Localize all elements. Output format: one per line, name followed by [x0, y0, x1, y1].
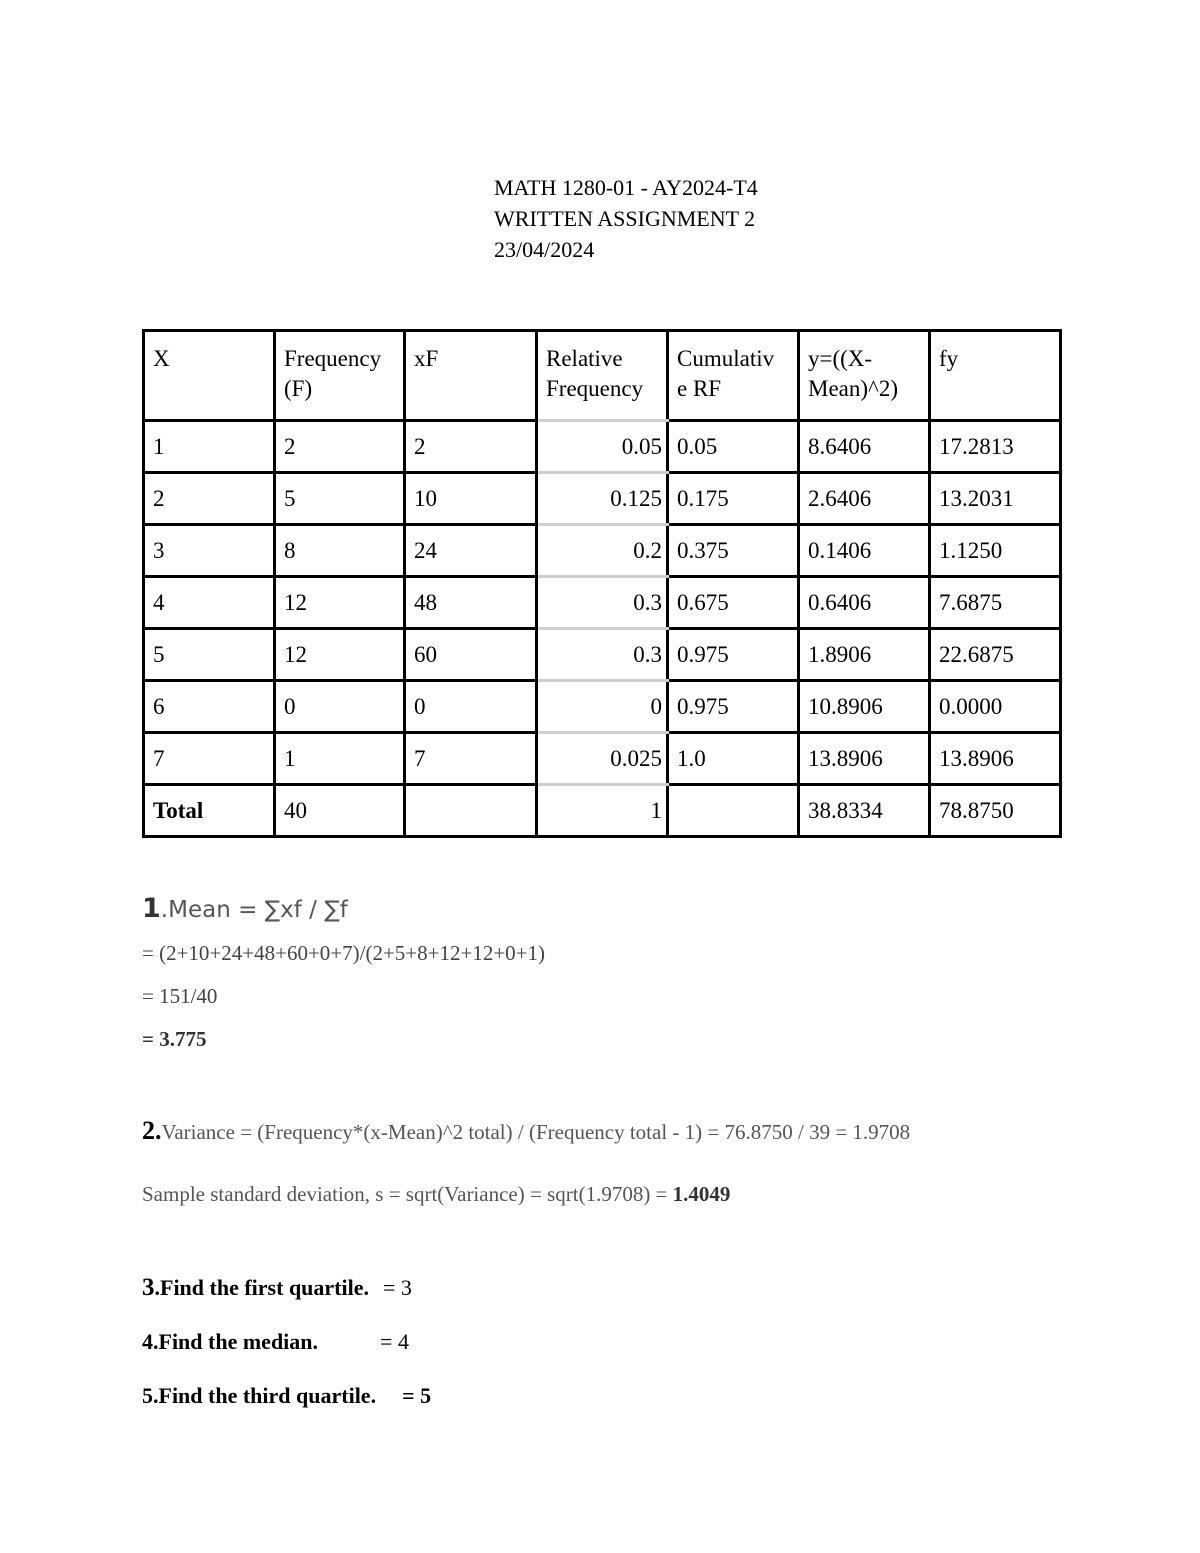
column-header: X	[144, 331, 275, 421]
question-number: 1	[142, 893, 161, 924]
table-cell: 0.2	[537, 525, 668, 577]
table-cell: 38.8334	[799, 785, 930, 837]
table-cell: 0.1406	[799, 525, 930, 577]
course-title: MATH 1280-01 - AY2024-T4	[494, 175, 758, 200]
sd-value: 1.4049	[672, 1182, 731, 1206]
question-2-variance	[142, 1116, 910, 1146]
mean-step-2: = 151/40	[142, 984, 218, 1008]
column-header: fy	[930, 331, 1061, 421]
table-cell: 8	[275, 525, 405, 577]
table-cell: 0.675	[668, 577, 799, 629]
mean-step-1: = (2+10+24+48+60+0+7)/(2+5+8+12+12+0+1)	[142, 941, 546, 965]
table-cell: 8.6406	[799, 421, 930, 473]
question-4	[142, 1329, 409, 1355]
table-cell: 0.125	[537, 473, 668, 525]
variance-text: Variance = (Frequency*(x-Mean)^2 total) / (Frequency total - 1) = 76.8750 / 39 = 1.9708	[161, 1120, 911, 1144]
table-row	[144, 525, 1061, 577]
table-cell: 0	[275, 681, 405, 733]
table-cell: 1.1250	[930, 525, 1061, 577]
table-cell: 0.175	[668, 473, 799, 525]
table-cell: 2	[144, 473, 275, 525]
assignment-date: 23/04/2024	[494, 237, 595, 262]
table-cell: 13.2031	[930, 473, 1061, 525]
table-cell: 10	[405, 473, 537, 525]
table-cell: 5	[275, 473, 405, 525]
table-cell: 78.8750	[930, 785, 1061, 837]
table-cell: 12	[275, 629, 405, 681]
table-cell: 1	[144, 421, 275, 473]
table-cell: 22.6875	[930, 629, 1061, 681]
table-row	[144, 421, 1061, 473]
column-header: Relative Frequency	[537, 331, 668, 421]
question-number: 5	[142, 1383, 153, 1408]
table-cell: 0	[405, 681, 537, 733]
table-cell: 0	[537, 681, 668, 733]
column-header: Cumulativ e RF	[668, 331, 799, 421]
question-5	[142, 1383, 431, 1409]
question-number: 3	[142, 1274, 155, 1301]
table-cell: 3	[144, 525, 275, 577]
table-cell: Total	[144, 785, 275, 837]
question-3	[142, 1274, 412, 1302]
question-1-heading	[142, 893, 348, 924]
mean-result: = 3.775	[142, 1027, 207, 1051]
table-cell: 7.6875	[930, 577, 1061, 629]
table-cell: 0.05	[537, 421, 668, 473]
table-cell	[405, 785, 537, 837]
standard-deviation	[142, 1182, 730, 1207]
question-label: .Find the first quartile.	[154, 1275, 369, 1300]
table-cell: 13.8906	[799, 733, 930, 785]
column-header: Frequency (F)	[275, 331, 405, 421]
table-cell: 24	[405, 525, 537, 577]
table-header-row	[144, 331, 1061, 421]
sd-text: Sample standard deviation, s = sqrt(Variance) = sqrt(1.9708) =	[142, 1182, 673, 1206]
column-header: y=((X-Mean)^2)	[799, 331, 930, 421]
table-cell: 0.6406	[799, 577, 930, 629]
table-cell: 1	[275, 733, 405, 785]
table-row	[144, 629, 1061, 681]
table-cell: 7	[405, 733, 537, 785]
table-cell: 40	[275, 785, 405, 837]
table-cell: 7	[144, 733, 275, 785]
table-cell: 2	[405, 421, 537, 473]
table-cell: 0.975	[668, 629, 799, 681]
table-cell: 4	[144, 577, 275, 629]
table-cell: 0.3	[537, 577, 668, 629]
table-cell	[668, 785, 799, 837]
document-header	[494, 172, 758, 265]
table-cell: 2.6406	[799, 473, 930, 525]
table-row	[144, 473, 1061, 525]
table-cell: 17.2813	[930, 421, 1061, 473]
table-cell: 13.8906	[930, 733, 1061, 785]
table-cell: 6	[144, 681, 275, 733]
table-cell: 60	[405, 629, 537, 681]
table-row	[144, 681, 1061, 733]
table-row	[144, 733, 1061, 785]
table-cell: 10.8906	[799, 681, 930, 733]
table-cell: 0.375	[668, 525, 799, 577]
table-total-row	[144, 785, 1061, 837]
question-answer: = 4	[380, 1329, 409, 1354]
assignment-title: WRITTEN ASSIGNMENT 2	[494, 206, 756, 231]
question-title: .Mean = ∑xf / ∑f	[160, 897, 348, 923]
question-answer: = 3	[383, 1275, 412, 1300]
table-cell: 1	[537, 785, 668, 837]
table-cell: 48	[405, 577, 537, 629]
table-cell: 1.0	[668, 733, 799, 785]
table-cell: 0.0000	[930, 681, 1061, 733]
table-cell: 0.025	[537, 733, 668, 785]
question-number: 4	[142, 1329, 153, 1354]
table-row	[144, 577, 1061, 629]
table-cell: 5	[144, 629, 275, 681]
table-cell: 0.975	[668, 681, 799, 733]
question-label: .Find the third quartile.	[153, 1383, 377, 1408]
table-cell: 12	[275, 577, 405, 629]
question-label: .Find the median.	[153, 1329, 319, 1354]
table-cell: 0.3	[537, 629, 668, 681]
table-cell: 2	[275, 421, 405, 473]
column-header: xF	[405, 331, 537, 421]
table-cell: 1.8906	[799, 629, 930, 681]
table-cell: 0.05	[668, 421, 799, 473]
frequency-table	[142, 329, 1062, 838]
question-number: 2.	[142, 1116, 162, 1145]
question-answer: = 5	[402, 1383, 432, 1408]
